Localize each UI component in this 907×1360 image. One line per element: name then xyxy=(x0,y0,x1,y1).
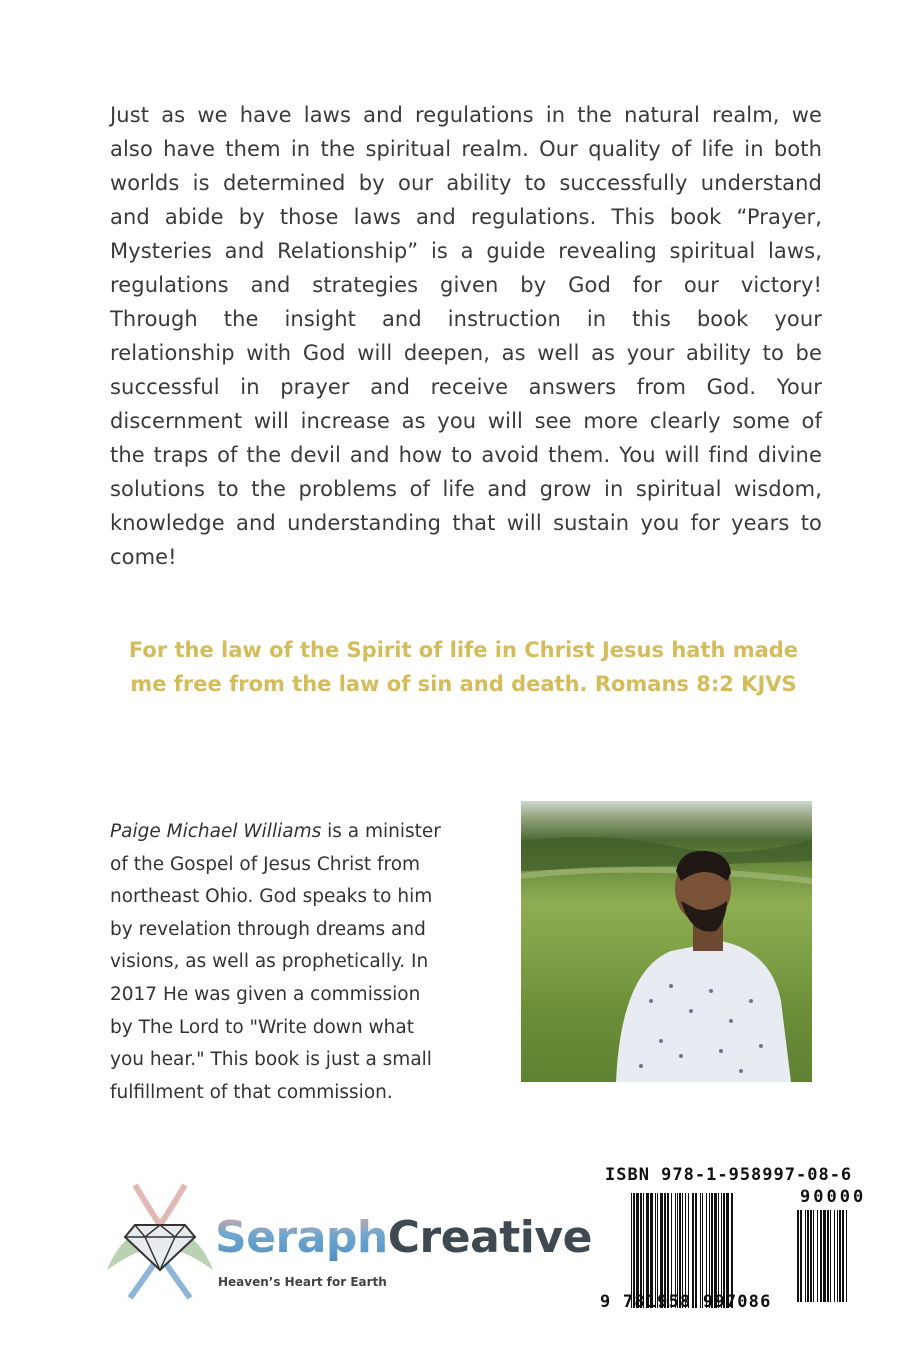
publisher-name xyxy=(215,1212,592,1263)
barcode-bar xyxy=(671,1193,672,1308)
description-line: successful in prayer and receive answers from God. Your xyxy=(110,375,822,399)
barcode-bar xyxy=(805,1210,806,1302)
bio-line: you hear." This book is just a small xyxy=(110,1049,432,1071)
barcode-bar xyxy=(706,1193,707,1308)
barcode-bar xyxy=(820,1210,822,1302)
description-line: and abide by those laws and regulations. This book “Prayer, xyxy=(110,205,822,229)
barcode-bar xyxy=(711,1193,713,1308)
publisher-logo xyxy=(105,1180,592,1300)
barcode-bars xyxy=(600,1165,880,1310)
description-line: Through the insight and instruction in this book your xyxy=(110,307,822,331)
description-line: the traps of the devil and how to avoid them. You will find divine xyxy=(110,443,822,467)
quote-line-1: For the law of the Spirit of life in Christ Jesus hath made xyxy=(128,638,799,662)
publisher-name-part2: Creative xyxy=(387,1212,592,1263)
description-line: come! xyxy=(110,545,177,569)
barcode-bar xyxy=(688,1193,689,1308)
barcode-bar xyxy=(667,1193,669,1308)
description-line: Just as we have laws and regulations in the natural realm, we xyxy=(110,103,822,127)
barcode-bar xyxy=(834,1210,835,1302)
barcode-bar xyxy=(800,1210,802,1302)
barcode-bar xyxy=(797,1210,799,1302)
description-line: knowledge and understanding that will sustain you for years to xyxy=(110,511,822,535)
barcode-bar xyxy=(631,1193,632,1308)
scripture-quote xyxy=(100,633,827,701)
bio-line: visions, as well as prophetically. In xyxy=(110,951,429,973)
barcode-bar xyxy=(846,1210,847,1302)
publisher-tagline: Heaven’s Heart for Earth xyxy=(218,1275,387,1289)
barcode-bar xyxy=(723,1193,725,1308)
description-line: Mysteries and Relationship” is a guide revealing spiritual laws, xyxy=(110,239,822,263)
barcode-bar xyxy=(682,1193,683,1308)
barcode-bar xyxy=(731,1193,733,1308)
barcode-bar xyxy=(807,1210,809,1302)
ean-first-digit: 9 xyxy=(600,1292,612,1312)
description-line: regulations and strategies given by God for our victory! xyxy=(110,273,822,297)
bio-line: by revelation through dreams and xyxy=(110,918,426,940)
barcode-bar xyxy=(660,1193,663,1308)
barcode-bar xyxy=(664,1193,666,1308)
bio-text: is a minister xyxy=(321,821,441,842)
barcode-bar xyxy=(685,1193,686,1308)
author-photo xyxy=(521,801,812,1082)
ean-rest-digits: 781958 997086 xyxy=(622,1292,772,1312)
barcode-bar xyxy=(830,1210,831,1302)
author-name: Paige Michael Williams xyxy=(110,821,322,842)
barcode-bar xyxy=(839,1210,841,1302)
barcode-bar xyxy=(721,1193,722,1308)
barcode-bar xyxy=(813,1210,814,1302)
barcode-bar xyxy=(842,1210,844,1302)
book-description xyxy=(110,98,822,574)
barcode-bar xyxy=(823,1210,826,1302)
bio-line: of the Gospel of Jesus Christ from xyxy=(110,853,421,875)
barcode-bar xyxy=(837,1210,838,1302)
barcode-bar xyxy=(657,1193,658,1308)
bio-line: 2017 He was given a commission xyxy=(110,983,421,1005)
barcode-bar xyxy=(633,1193,635,1308)
barcode-bar xyxy=(726,1193,729,1308)
description-line: also have them in the spiritual realm. Our quality of life in both xyxy=(110,137,822,161)
barcode-bar xyxy=(695,1193,697,1308)
price-addon-text: 90000 xyxy=(800,1187,867,1207)
barcode-bar xyxy=(679,1193,681,1308)
isbn-text: ISBN 978-1-958997-08-6 xyxy=(605,1165,853,1185)
barcode-bar xyxy=(692,1193,694,1308)
bio-line: fulfillment of that commission. xyxy=(110,1081,393,1103)
barcode-bar xyxy=(702,1193,703,1308)
description-line: worlds is determined by our ability to successfully understand xyxy=(110,171,822,195)
barcode-bar xyxy=(675,1193,676,1308)
description-line: solutions to the problems of life and grow in spiritual wisdom, xyxy=(110,477,822,501)
bio-line: northeast Ohio. God speaks to him xyxy=(110,886,433,908)
description-line: relationship with God will deepen, as well as your ability to be xyxy=(110,341,822,365)
quote-line-2: me free from the law of sin and death. Romans 8:2 KJVS xyxy=(130,672,797,696)
barcode-bar xyxy=(718,1193,719,1308)
isbn-barcode xyxy=(600,1165,880,1310)
bio-line: by The Lord to "Write down what xyxy=(110,1016,414,1038)
publisher-name-part1: Seraph xyxy=(215,1212,388,1263)
barcode-bar xyxy=(827,1210,829,1302)
barcode-bar xyxy=(700,1193,701,1308)
barcode-bar xyxy=(650,1193,653,1308)
seraph-emblem-icon xyxy=(105,1180,215,1300)
barcode-bar xyxy=(646,1193,649,1308)
barcode-bar xyxy=(817,1210,818,1302)
author-bio xyxy=(110,816,470,1109)
barcode-bar xyxy=(709,1193,710,1308)
barcode-bar xyxy=(636,1193,639,1308)
barcode-bar xyxy=(677,1193,678,1308)
barcode-bar xyxy=(655,1193,656,1308)
barcode-bar xyxy=(640,1193,642,1308)
barcode-bar xyxy=(714,1193,717,1308)
barcode-bar xyxy=(643,1193,644,1308)
description-line: discernment will increase as you will see more clearly some of xyxy=(110,409,822,433)
ean-digits xyxy=(600,1292,772,1312)
barcode-bar xyxy=(810,1210,812,1302)
